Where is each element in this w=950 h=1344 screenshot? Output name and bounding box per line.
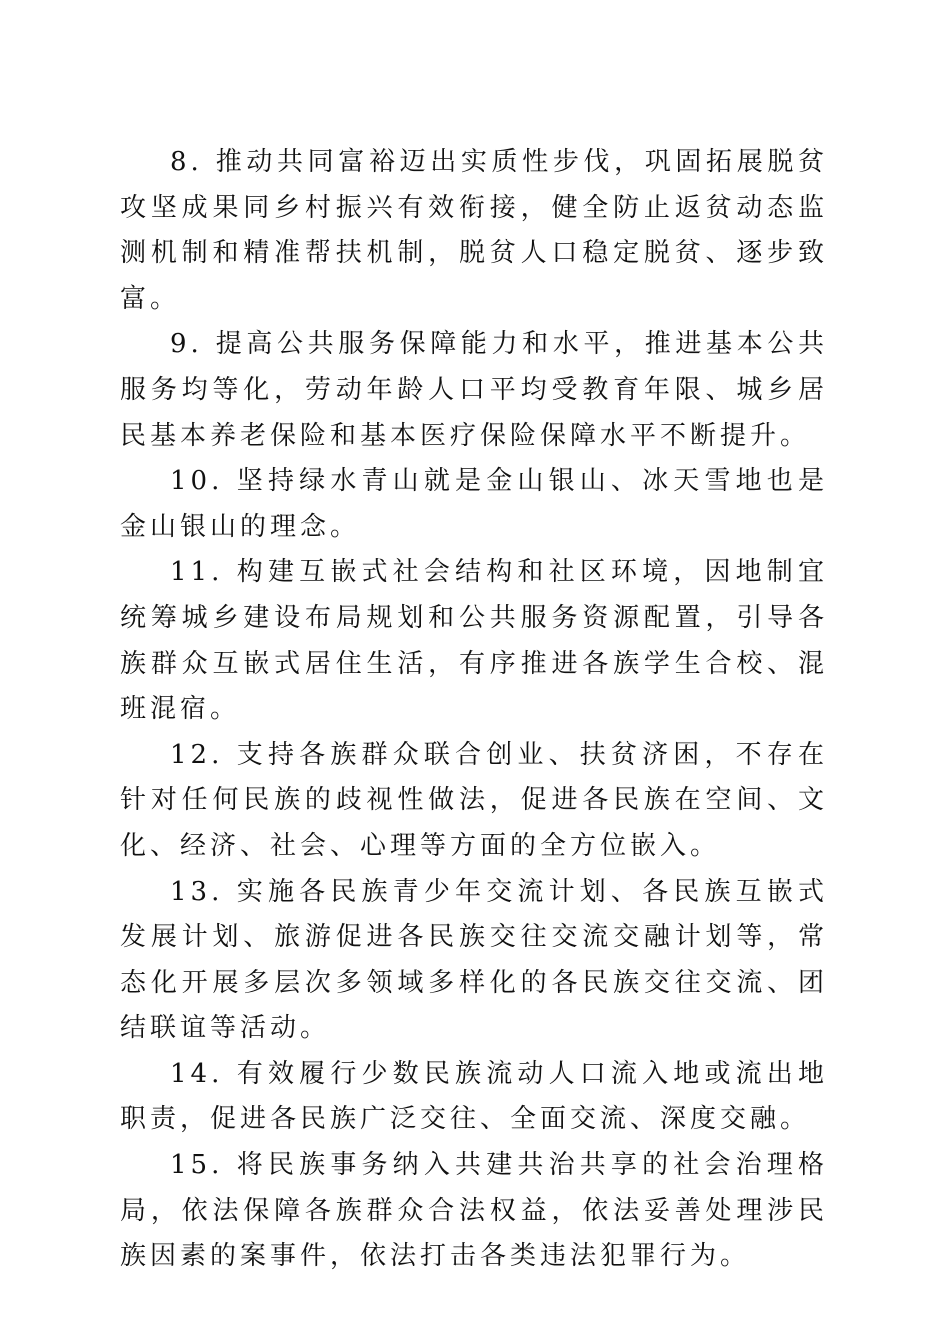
paragraph-item-9: 9. 提高公共服务保障能力和水平，推进基本公共服务均等化，劳动年龄人口平均受教育年限、城乡居民基本养老保险和基本医疗保险保障水平不断提升。 xyxy=(120,329,828,451)
paragraph-item-10: 10. 坚持绿水青山就是金山银山、冰天雪地也是金山银山的理念。 xyxy=(120,466,828,542)
paragraph-item-8: 8. 推动共同富裕迈出实质性步伐，巩固拓展脱贫攻坚成果同乡村振兴有效衔接，健全防止返贫动态监测机制和精准帮扶机制，脱贫人口稳定脱贫、逐步致富。 xyxy=(120,147,828,314)
paragraph-item-12: 12. 支持各族群众联合创业、扶贫济困，不存在针对任何民族的歧视性做法，促进各民族在空间、文化、经济、社会、心理等方面的全方位嵌入。 xyxy=(120,739,828,861)
paragraph-item-11: 11. 构建互嵌式社会结构和社区环境，因地制宜统筹城乡建设布局规划和公共服务资源配置，引导各族群众互嵌式居住生活，有序推进各族学生合校、混班混宿。 xyxy=(120,557,828,725)
document-body xyxy=(120,140,828,1280)
paragraph-item-13: 13. 实施各民族青少年交流计划、各民族互嵌式发展计划、旅游促进各民族交往交流交融计划等，常态化开展多层次多领域多样化的各民族交往交流、团结联谊等活动。 xyxy=(120,876,828,1044)
paragraph-item-15: 15. 将民族事务纳入共建共治共享的社会治理格局，依法保障各族群众合法权益，依法妥善处理涉民族因素的案事件，依法打击各类违法犯罪行为。 xyxy=(120,1150,828,1272)
paragraph-item-14: 14. 有效履行少数民族流动人口流入地或流出地职责，促进各民族广泛交往、全面交流、深度交融。 xyxy=(120,1058,828,1135)
